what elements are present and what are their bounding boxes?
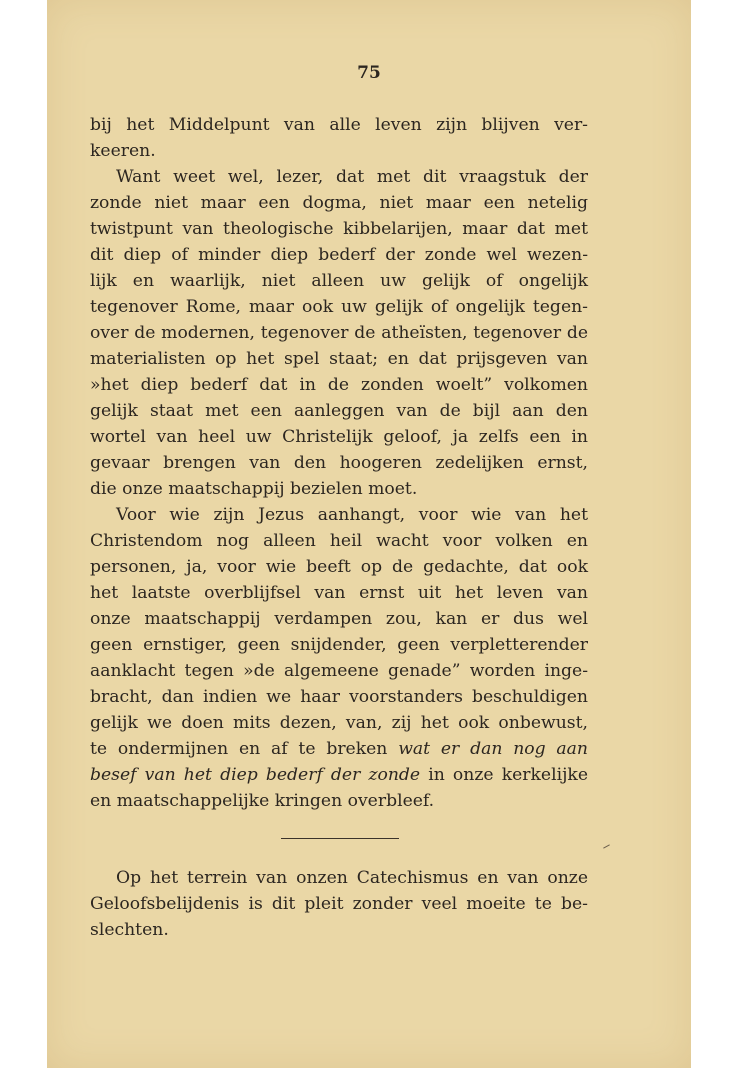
- book-page: [47, 0, 691, 1068]
- text-line-mixed: [90, 762, 588, 788]
- text-line: wortel van heel uw Christelijk geloof, ja zelfs een in: [90, 427, 588, 447]
- text-segment: in onze kerkelijke: [420, 765, 588, 785]
- text-line: gelijk we doen mits dezen, van, zij het ook onbewust,: [90, 713, 588, 733]
- section-text: [90, 865, 588, 943]
- italic-phrase: besef van het diep bederf der zonde: [90, 765, 421, 785]
- text-line: zonde niet maar een dogma, niet maar een netelig: [90, 193, 588, 213]
- text-line-mixed: [90, 736, 588, 762]
- text-line: bij het Middelpunt van alle leven zijn blijven ver-: [90, 115, 588, 135]
- text-line: die onze maatschappij bezielen moet.: [90, 479, 418, 499]
- text-line: personen, ja, voor wie beeft op de gedachte, dat ook: [90, 557, 588, 577]
- text-line: geen ernstiger, geen snijdender, geen verpletterender: [90, 635, 588, 655]
- text-line: Geloofsbelijdenis is dit pleit zonder veel moeite te be-: [90, 894, 588, 914]
- text-segment: te ondermijnen en af te breken: [90, 739, 399, 759]
- italic-phrase: wat er dan nog aan: [398, 739, 588, 759]
- text-line: dit diep of minder diep bederf der zonde wel wezen-: [90, 245, 588, 265]
- text-line: lijk en waarlijk, niet alleen uw gelijk of ongelijk: [90, 271, 588, 291]
- section-divider: [281, 838, 399, 839]
- text-line: Op het terrein van onzen Catechismus en van onze: [116, 868, 588, 888]
- text-line: gevaar brengen van den hoogeren zedelijken ernst,: [90, 453, 588, 473]
- text-line: het laatste overblijfsel van ernst uit het leven van: [90, 583, 588, 603]
- text-line: materialisten op het spel staat; en dat prijsgeven van: [90, 349, 588, 369]
- text-line: twistpunt van theologische kibbelarijen, maar dat met: [90, 219, 588, 239]
- text-line: keeren.: [90, 141, 156, 161]
- text-line: »het diep bederf dat in de zonden woelt” volkomen: [90, 375, 588, 395]
- page-number: 75: [357, 63, 381, 83]
- text-line: bracht, dan indien we haar voorstanders beschuldigen: [90, 687, 588, 707]
- text-line: slechten.: [90, 920, 169, 940]
- text-line: aanklacht tegen »de algemeene genade” worden inge-: [90, 661, 588, 681]
- text-line: Want weet wel, lezer, dat met dit vraagstuk der: [116, 167, 588, 187]
- text-line: Voor wie zijn Jezus aanhangt, voor wie van het: [116, 505, 588, 525]
- text-line: tegenover Rome, maar ook uw gelijk of ongelijk tegen-: [90, 297, 588, 317]
- text-line: Christendom nog alleen heil wacht voor volken en: [90, 531, 588, 551]
- paper-mark: [603, 844, 610, 848]
- text-line: gelijk staat met een aanleggen van de bijl aan den: [90, 401, 588, 421]
- text-line: over de modernen, tegenover de atheïsten, tegenover de: [90, 323, 588, 343]
- main-text: [90, 112, 588, 814]
- text-line: en maatschappelijke kringen overbleef.: [90, 791, 435, 811]
- text-line: onze maatschappij verdampen zou, kan er dus wel: [90, 609, 588, 629]
